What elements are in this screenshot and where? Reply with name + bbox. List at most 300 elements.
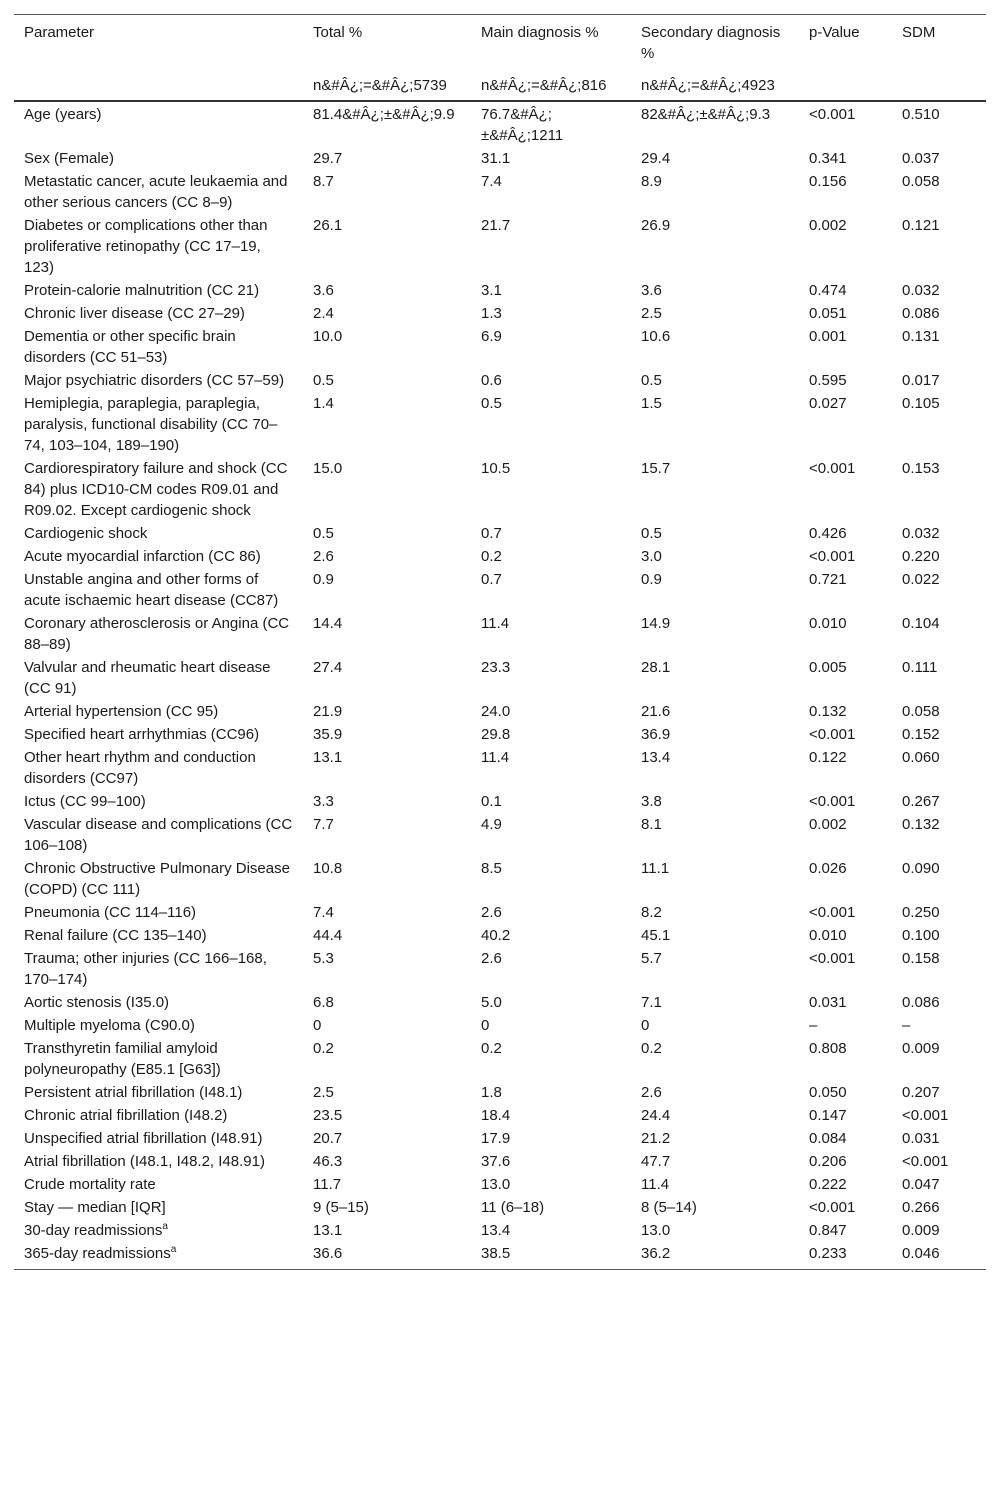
cell-sdm-text: 0.131	[902, 328, 940, 345]
footnote-marker: a	[170, 1244, 177, 1255]
cell-main-diagnosis	[471, 1127, 631, 1150]
table-row	[14, 522, 986, 545]
cell-parameter	[14, 924, 303, 947]
cell-secondary-diagnosis-text: 14.9	[641, 615, 671, 632]
cell-sdm	[892, 1219, 986, 1242]
cell-total-text: 0.5	[313, 372, 334, 389]
cell-parameter	[14, 325, 303, 369]
cell-sdm-text: 0.267	[902, 793, 940, 810]
cell-parameter-text: Persistent atrial fibrillation (I48.1)	[24, 1084, 243, 1101]
cell-p-value-text: <0.001	[809, 548, 856, 565]
cell-secondary-diagnosis	[631, 1104, 799, 1127]
cell-secondary-diagnosis-text: 21.2	[641, 1130, 671, 1147]
cell-sdm	[892, 457, 986, 522]
cell-total-text: 21.9	[313, 703, 343, 720]
cell-secondary-diagnosis-text: 47.7	[641, 1153, 671, 1170]
cell-parameter	[14, 568, 303, 612]
cell-total	[303, 392, 471, 457]
cell-secondary-diagnosis-text: 5.7	[641, 950, 662, 967]
cell-total-text: 15.0	[313, 460, 343, 477]
cell-p-value	[799, 545, 892, 568]
cell-total-text: 13.1	[313, 749, 343, 766]
cell-parameter	[14, 457, 303, 522]
cell-parameter	[14, 1081, 303, 1104]
cell-p-value	[799, 1081, 892, 1104]
cell-p-value-text: 0.026	[809, 860, 847, 877]
cell-main-diagnosis-text: 13.4	[481, 1222, 511, 1239]
cell-parameter	[14, 723, 303, 746]
cell-p-value	[799, 723, 892, 746]
cell-total-text: 9 (5–15)	[313, 1199, 369, 1216]
cell-p-value-text: 0.051	[809, 305, 847, 322]
cell-parameter	[14, 612, 303, 656]
cell-secondary-diagnosis-text: 3.8	[641, 793, 662, 810]
cell-total	[303, 1196, 471, 1219]
cell-total	[303, 1014, 471, 1037]
cell-sdm-text: 0.266	[902, 1199, 940, 1216]
cell-p-value	[799, 392, 892, 457]
cell-sdm-text: 0.022	[902, 571, 940, 588]
cell-p-value	[799, 1173, 892, 1196]
table-row	[14, 302, 986, 325]
cell-p-value-text: 0.031	[809, 994, 847, 1011]
cell-sdm	[892, 1104, 986, 1127]
cell-sdm-text: 0.031	[902, 1130, 940, 1147]
cell-sdm-text: 0.250	[902, 904, 940, 921]
cell-total-text: 7.4	[313, 904, 334, 921]
cell-parameter	[14, 279, 303, 302]
cell-total-text: 81.4&#Â¿;±&#Â¿;9.9	[313, 106, 455, 123]
table-row	[14, 656, 986, 700]
cell-total	[303, 700, 471, 723]
cell-secondary-diagnosis	[631, 1242, 799, 1270]
cell-sdm	[892, 325, 986, 369]
cell-p-value	[799, 857, 892, 901]
data-table	[14, 14, 986, 1270]
cell-p-value-text: 0.027	[809, 395, 847, 412]
cell-parameter	[14, 813, 303, 857]
cell-secondary-diagnosis-text: 3.6	[641, 282, 662, 299]
cell-secondary-diagnosis-text: 8.9	[641, 173, 662, 190]
cell-total-text: 29.7	[313, 150, 343, 167]
cell-main-diagnosis-text: 0.2	[481, 548, 502, 565]
cell-p-value-text: 0.426	[809, 525, 847, 542]
table-row	[14, 545, 986, 568]
cell-sdm-text: 0.086	[902, 305, 940, 322]
cell-total-text: 46.3	[313, 1153, 343, 1170]
cell-sdm-text: <0.001	[902, 1153, 949, 1170]
cell-secondary-diagnosis-text: 11.1	[641, 860, 670, 877]
cell-secondary-diagnosis	[631, 1196, 799, 1219]
cell-sdm	[892, 279, 986, 302]
cell-sdm	[892, 700, 986, 723]
table-row	[14, 1081, 986, 1104]
cell-total-text: 26.1	[313, 217, 343, 234]
cell-main-diagnosis-text: 13.0	[481, 1176, 511, 1193]
cell-p-value-text: 0.808	[809, 1040, 847, 1057]
cell-p-value	[799, 522, 892, 545]
cell-parameter	[14, 790, 303, 813]
cell-sdm	[892, 746, 986, 790]
cell-sdm-text: 0.017	[902, 372, 940, 389]
cell-main-diagnosis-text: 1.3	[481, 305, 502, 322]
cell-sdm-text: 0.037	[902, 150, 940, 167]
cell-total-text: 36.6	[313, 1245, 343, 1262]
cell-secondary-diagnosis-text: 11.4	[641, 1176, 670, 1193]
cell-main-diagnosis-text: 29.8	[481, 726, 511, 743]
cell-sdm	[892, 813, 986, 857]
cell-total	[303, 1037, 471, 1081]
cell-parameter-text: Age (years)	[24, 106, 102, 123]
header-row	[14, 15, 986, 65]
cell-total-text: 7.7	[313, 816, 334, 833]
cell-main-diagnosis	[471, 1081, 631, 1104]
cell-main-diagnosis-text: 11 (6–18)	[481, 1199, 545, 1216]
table-row	[14, 1127, 986, 1150]
table-row	[14, 723, 986, 746]
table-row	[14, 924, 986, 947]
cell-parameter-text: Multiple myeloma (C90.0)	[24, 1017, 195, 1034]
cell-secondary-diagnosis	[631, 302, 799, 325]
cell-total	[303, 1150, 471, 1173]
cell-sdm-text: 0.510	[902, 106, 940, 123]
cell-secondary-diagnosis-text: 26.9	[641, 217, 671, 234]
cell-p-value-text: 0.010	[809, 615, 847, 632]
header-p-value: p-Value	[799, 15, 892, 65]
cell-parameter-text: Unstable angina and other forms of acute ischaemic heart disease (CC87)	[24, 571, 279, 609]
cell-p-value-text: <0.001	[809, 950, 856, 967]
data-table-container	[14, 14, 986, 1270]
table-row	[14, 1173, 986, 1196]
cell-total-text: 2.5	[313, 1084, 334, 1101]
cell-secondary-diagnosis-text: 45.1	[641, 927, 671, 944]
cell-main-diagnosis	[471, 101, 631, 147]
cell-total	[303, 325, 471, 369]
cell-main-diagnosis	[471, 392, 631, 457]
table-row	[14, 147, 986, 170]
cell-p-value-text: 0.084	[809, 1130, 847, 1147]
cell-secondary-diagnosis-text: 28.1	[641, 659, 671, 676]
cell-parameter	[14, 901, 303, 924]
cell-secondary-diagnosis	[631, 147, 799, 170]
cell-p-value	[799, 457, 892, 522]
cell-sdm-text: 0.086	[902, 994, 940, 1011]
cell-sdm	[892, 170, 986, 214]
cell-p-value	[799, 1242, 892, 1270]
table-row	[14, 857, 986, 901]
cell-sdm	[892, 924, 986, 947]
cell-total-text: 2.4	[313, 305, 334, 322]
table-row	[14, 214, 986, 279]
cell-p-value	[799, 1196, 892, 1219]
cell-total-text: 14.4	[313, 615, 343, 632]
header-total: Total %	[303, 15, 471, 65]
cell-parameter-text: Sex (Female)	[24, 150, 115, 167]
cell-parameter-text: Crude mortality rate	[24, 1176, 156, 1193]
cell-p-value-text: –	[809, 1017, 818, 1034]
cell-p-value	[799, 947, 892, 991]
cell-secondary-diagnosis	[631, 522, 799, 545]
cell-parameter-text: Metastatic cancer, acute leukaemia and other serious cancers (CC 8–9)	[24, 173, 288, 211]
cell-secondary-diagnosis	[631, 325, 799, 369]
table-row	[14, 790, 986, 813]
cell-main-diagnosis	[471, 813, 631, 857]
table-row	[14, 101, 986, 147]
cell-main-diagnosis	[471, 522, 631, 545]
table-row	[14, 170, 986, 214]
cell-p-value-text: <0.001	[809, 904, 856, 921]
header-n-blank	[14, 64, 303, 101]
cell-parameter	[14, 545, 303, 568]
cell-sdm-text: 0.220	[902, 548, 940, 565]
table-header	[14, 15, 986, 102]
cell-p-value	[799, 1150, 892, 1173]
cell-main-diagnosis-text: 0.5	[481, 395, 502, 412]
cell-total	[303, 568, 471, 612]
cell-main-diagnosis-text: 2.6	[481, 950, 502, 967]
cell-main-diagnosis-text: 24.0	[481, 703, 511, 720]
table-row	[14, 1037, 986, 1081]
cell-p-value-text: <0.001	[809, 1199, 856, 1216]
cell-main-diagnosis-text: 7.4	[481, 173, 502, 190]
cell-secondary-diagnosis-text: 3.0	[641, 548, 662, 565]
cell-parameter-text: Chronic atrial fibrillation (I48.2)	[24, 1107, 228, 1124]
cell-sdm	[892, 1014, 986, 1037]
table-row	[14, 325, 986, 369]
cell-secondary-diagnosis	[631, 369, 799, 392]
cell-total	[303, 302, 471, 325]
cell-main-diagnosis	[471, 1219, 631, 1242]
cell-p-value	[799, 568, 892, 612]
cell-secondary-diagnosis-text: 82&#Â¿;±&#Â¿;9.3	[641, 106, 771, 123]
cell-p-value-text: 0.233	[809, 1245, 847, 1262]
cell-sdm-text: 0.060	[902, 749, 940, 766]
cell-sdm	[892, 1196, 986, 1219]
cell-main-diagnosis	[471, 1150, 631, 1173]
cell-parameter-text: 365-day readmissions	[24, 1245, 171, 1262]
cell-secondary-diagnosis	[631, 101, 799, 147]
table-row	[14, 1196, 986, 1219]
cell-p-value	[799, 302, 892, 325]
cell-secondary-diagnosis-text: 2.5	[641, 305, 662, 322]
cell-total-text: 1.4	[313, 395, 334, 412]
cell-main-diagnosis	[471, 656, 631, 700]
cell-main-diagnosis	[471, 700, 631, 723]
cell-sdm	[892, 369, 986, 392]
cell-secondary-diagnosis	[631, 457, 799, 522]
header-main-diagnosis: Main diagnosis %	[471, 15, 631, 65]
cell-secondary-diagnosis-text: 24.4	[641, 1107, 671, 1124]
cell-sdm-text: 0.058	[902, 173, 940, 190]
table-row	[14, 1014, 986, 1037]
cell-main-diagnosis-text: 0.7	[481, 525, 502, 542]
cell-main-diagnosis-text: 3.1	[481, 282, 502, 299]
header-secondary-diagnosis: Secondary diagnosis %	[631, 15, 799, 65]
cell-total-text: 13.1	[313, 1222, 343, 1239]
table-body	[14, 101, 986, 1270]
cell-sdm-text: 0.121	[902, 217, 940, 234]
cell-total	[303, 924, 471, 947]
cell-main-diagnosis	[471, 369, 631, 392]
cell-total-text: 0	[313, 1017, 322, 1034]
cell-parameter-text: Valvular and rheumatic heart disease (CC 91)	[24, 659, 271, 697]
cell-sdm	[892, 522, 986, 545]
cell-p-value-text: 0.721	[809, 571, 847, 588]
cell-p-value-text: <0.001	[809, 726, 856, 743]
cell-parameter-text: Aortic stenosis (I35.0)	[24, 994, 170, 1011]
cell-total-text: 3.3	[313, 793, 334, 810]
cell-sdm	[892, 1127, 986, 1150]
cell-secondary-diagnosis	[631, 568, 799, 612]
cell-main-diagnosis-text: 0.6	[481, 372, 502, 389]
cell-p-value	[799, 656, 892, 700]
cell-p-value-text: 0.595	[809, 372, 847, 389]
cell-parameter-text: Arterial hypertension (CC 95)	[24, 703, 219, 720]
cell-parameter	[14, 1196, 303, 1219]
cell-sdm-text: 0.105	[902, 395, 940, 412]
cell-total-text: 3.6	[313, 282, 334, 299]
cell-main-diagnosis-text: 40.2	[481, 927, 511, 944]
cell-secondary-diagnosis	[631, 924, 799, 947]
cell-total-text: 35.9	[313, 726, 343, 743]
cell-main-diagnosis-text: 4.9	[481, 816, 502, 833]
cell-sdm	[892, 1173, 986, 1196]
header-n-blank-sdm	[892, 64, 986, 101]
cell-parameter-text: Pneumonia (CC 114–116)	[24, 904, 197, 921]
cell-sdm-text: 0.100	[902, 927, 940, 944]
cell-parameter	[14, 700, 303, 723]
cell-total	[303, 369, 471, 392]
cell-secondary-diagnosis-text: 15.7	[641, 460, 671, 477]
cell-sdm-text: 0.032	[902, 525, 940, 542]
table-row	[14, 947, 986, 991]
cell-sdm	[892, 147, 986, 170]
cell-main-diagnosis	[471, 790, 631, 813]
header-n-secondary: n&#Â¿;=&#Â¿;4923	[631, 64, 799, 101]
cell-parameter-text: 30-day readmissions	[24, 1222, 163, 1239]
cell-secondary-diagnosis	[631, 656, 799, 700]
cell-main-diagnosis-text: 21.7	[481, 217, 511, 234]
table-row	[14, 1150, 986, 1173]
cell-secondary-diagnosis	[631, 901, 799, 924]
cell-secondary-diagnosis-text: 1.5	[641, 395, 662, 412]
cell-secondary-diagnosis-text: 0.9	[641, 571, 662, 588]
cell-secondary-diagnosis-text: 10.6	[641, 328, 671, 345]
cell-parameter-text: Atrial fibrillation (I48.1, I48.2, I48.91)	[24, 1153, 265, 1170]
cell-parameter	[14, 1037, 303, 1081]
cell-secondary-diagnosis	[631, 214, 799, 279]
cell-secondary-diagnosis	[631, 170, 799, 214]
cell-parameter-text: Other heart rhythm and conduction disorders (CC97)	[24, 749, 256, 787]
cell-total	[303, 545, 471, 568]
footnote-marker: a	[162, 1221, 168, 1232]
cell-secondary-diagnosis-text: 8 (5–14)	[641, 1199, 697, 1216]
cell-p-value	[799, 1037, 892, 1081]
cell-secondary-diagnosis	[631, 746, 799, 790]
cell-parameter	[14, 1104, 303, 1127]
cell-secondary-diagnosis-text: 2.6	[641, 1084, 662, 1101]
table-row	[14, 991, 986, 1014]
cell-p-value-text: <0.001	[809, 460, 856, 477]
cell-secondary-diagnosis	[631, 392, 799, 457]
cell-secondary-diagnosis-text: 8.2	[641, 904, 662, 921]
cell-secondary-diagnosis	[631, 1037, 799, 1081]
cell-secondary-diagnosis-text: 0.2	[641, 1040, 662, 1057]
cell-sdm	[892, 1242, 986, 1270]
cell-p-value-text: 0.156	[809, 173, 847, 190]
cell-sdm	[892, 1037, 986, 1081]
cell-parameter	[14, 302, 303, 325]
cell-total	[303, 857, 471, 901]
cell-p-value	[799, 700, 892, 723]
cell-total	[303, 656, 471, 700]
cell-sdm-text: 0.153	[902, 460, 940, 477]
cell-parameter	[14, 857, 303, 901]
cell-p-value	[799, 612, 892, 656]
cell-sdm	[892, 991, 986, 1014]
cell-p-value-text: 0.001	[809, 328, 847, 345]
table-row	[14, 392, 986, 457]
cell-main-diagnosis-text: 10.5	[481, 460, 511, 477]
cell-main-diagnosis-text: 17.9	[481, 1130, 511, 1147]
cell-total-text: 0.5	[313, 525, 334, 542]
cell-parameter-text: Major psychiatric disorders (CC 57–59)	[24, 372, 285, 389]
cell-sdm-text: 0.058	[902, 703, 940, 720]
cell-main-diagnosis-text: 0.2	[481, 1040, 502, 1057]
cell-total	[303, 947, 471, 991]
cell-parameter-text: Renal failure (CC 135–140)	[24, 927, 207, 944]
cell-secondary-diagnosis-text: 13.0	[641, 1222, 671, 1239]
cell-main-diagnosis-text: 37.6	[481, 1153, 511, 1170]
cell-parameter	[14, 101, 303, 147]
cell-total	[303, 612, 471, 656]
cell-total	[303, 522, 471, 545]
cell-main-diagnosis	[471, 1037, 631, 1081]
cell-secondary-diagnosis-text: 36.2	[641, 1245, 671, 1262]
cell-total-text: 5.3	[313, 950, 334, 967]
cell-parameter-text: Vascular disease and complications (CC 106–108)	[24, 816, 293, 854]
cell-main-diagnosis	[471, 991, 631, 1014]
cell-total	[303, 457, 471, 522]
cell-parameter	[14, 947, 303, 991]
cell-total-text: 0.2	[313, 1040, 334, 1057]
cell-total	[303, 790, 471, 813]
cell-secondary-diagnosis	[631, 1219, 799, 1242]
cell-sdm-text: 0.207	[902, 1084, 940, 1101]
cell-main-diagnosis-text: 5.0	[481, 994, 502, 1011]
cell-sdm	[892, 214, 986, 279]
cell-secondary-diagnosis	[631, 790, 799, 813]
cell-sdm	[892, 857, 986, 901]
cell-total-text: 23.5	[313, 1107, 343, 1124]
cell-total-text: 27.4	[313, 659, 343, 676]
cell-p-value-text: 0.050	[809, 1084, 847, 1101]
cell-main-diagnosis	[471, 723, 631, 746]
cell-sdm-text: –	[902, 1017, 911, 1034]
cell-total	[303, 1081, 471, 1104]
cell-sdm-text: 0.090	[902, 860, 940, 877]
cell-parameter-text: Cardiorespiratory failure and shock (CC 84) plus ICD10-CM codes R09.01 and R09.02. Except cardiogenic shock	[24, 460, 288, 519]
cell-sdm	[892, 101, 986, 147]
cell-p-value-text: 0.474	[809, 282, 847, 299]
cell-total-text: 8.7	[313, 173, 334, 190]
cell-parameter	[14, 170, 303, 214]
cell-main-diagnosis-text: 0.7	[481, 571, 502, 588]
cell-total-text: 2.6	[313, 548, 334, 565]
cell-p-value-text: 0.847	[809, 1222, 847, 1239]
cell-main-diagnosis	[471, 1242, 631, 1270]
cell-p-value	[799, 746, 892, 790]
